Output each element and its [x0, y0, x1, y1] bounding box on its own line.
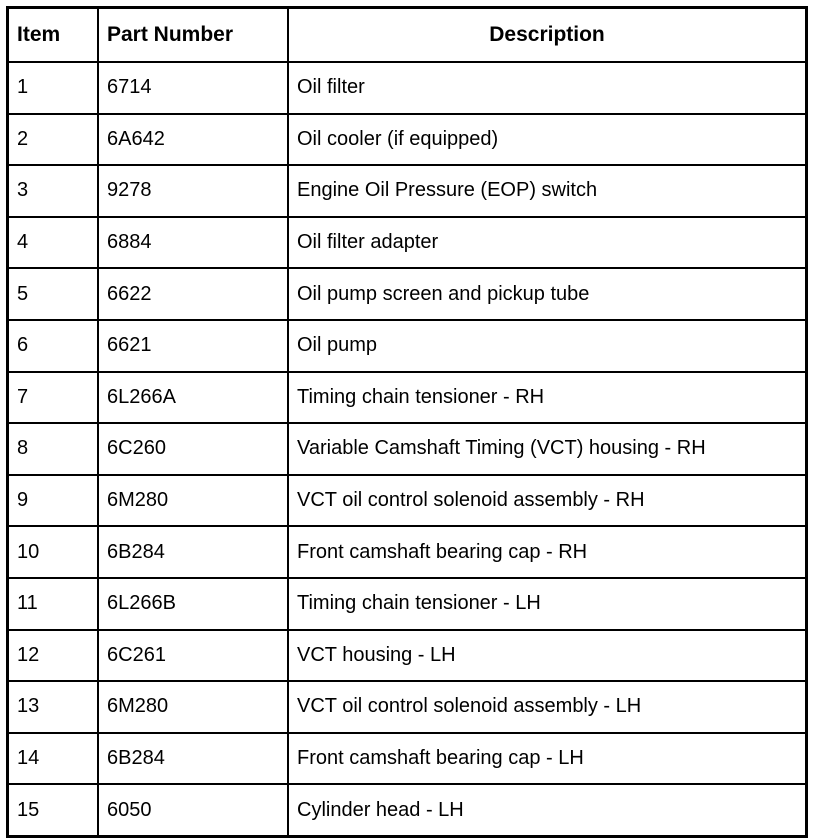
cell-item: 8: [8, 423, 99, 475]
cell-description: Engine Oil Pressure (EOP) switch: [288, 165, 807, 217]
cell-description: Front camshaft bearing cap - LH: [288, 733, 807, 785]
cell-item: 15: [8, 784, 99, 836]
cell-item: 7: [8, 372, 99, 424]
cell-part-number: 6A642: [98, 114, 288, 166]
parts-table: [6, 6, 808, 838]
cell-part-number: 6M280: [98, 681, 288, 733]
table-row: [8, 526, 807, 578]
cell-item: 2: [8, 114, 99, 166]
cell-part-number: 6621: [98, 320, 288, 372]
cell-description: VCT oil control solenoid assembly - RH: [288, 475, 807, 527]
cell-description: Oil pump: [288, 320, 807, 372]
cell-part-number: 6050: [98, 784, 288, 836]
cell-description: Variable Camshaft Timing (VCT) housing - RH: [288, 423, 807, 475]
cell-part-number: 6M280: [98, 475, 288, 527]
cell-item: 11: [8, 578, 99, 630]
table-row: [8, 423, 807, 475]
cell-item: 9: [8, 475, 99, 527]
column-header-item: Item: [8, 8, 99, 63]
cell-part-number: 6714: [98, 62, 288, 114]
cell-description: Oil cooler (if equipped): [288, 114, 807, 166]
cell-item: 1: [8, 62, 99, 114]
cell-part-number: 9278: [98, 165, 288, 217]
table-row: [8, 62, 807, 114]
table-row: [8, 114, 807, 166]
table-header: [8, 8, 807, 63]
table-row: [8, 165, 807, 217]
cell-item: 3: [8, 165, 99, 217]
cell-description: Timing chain tensioner - LH: [288, 578, 807, 630]
table-body: [8, 62, 807, 836]
cell-description: Oil filter: [288, 62, 807, 114]
column-header-description: Description: [288, 8, 807, 63]
cell-part-number: 6C260: [98, 423, 288, 475]
table-row: [8, 320, 807, 372]
table-row: [8, 578, 807, 630]
cell-part-number: 6884: [98, 217, 288, 269]
table-row: [8, 475, 807, 527]
table-row: [8, 681, 807, 733]
cell-item: 12: [8, 630, 99, 682]
table-row: [8, 268, 807, 320]
cell-item: 10: [8, 526, 99, 578]
cell-item: 4: [8, 217, 99, 269]
cell-part-number: 6L266A: [98, 372, 288, 424]
cell-part-number: 6C261: [98, 630, 288, 682]
cell-item: 13: [8, 681, 99, 733]
table-row: [8, 630, 807, 682]
table-header-row: [8, 8, 807, 63]
cell-part-number: 6L266B: [98, 578, 288, 630]
cell-description: VCT oil control solenoid assembly - LH: [288, 681, 807, 733]
cell-description: Front camshaft bearing cap - RH: [288, 526, 807, 578]
cell-description: Cylinder head - LH: [288, 784, 807, 836]
cell-part-number: 6B284: [98, 733, 288, 785]
cell-item: 14: [8, 733, 99, 785]
cell-description: Oil pump screen and pickup tube: [288, 268, 807, 320]
cell-item: 5: [8, 268, 99, 320]
cell-item: 6: [8, 320, 99, 372]
table-row: [8, 784, 807, 836]
cell-description: Timing chain tensioner - RH: [288, 372, 807, 424]
cell-description: Oil filter adapter: [288, 217, 807, 269]
cell-part-number: 6B284: [98, 526, 288, 578]
table-row: [8, 733, 807, 785]
table-row: [8, 372, 807, 424]
column-header-part-number: Part Number: [98, 8, 288, 63]
cell-part-number: 6622: [98, 268, 288, 320]
table-row: [8, 217, 807, 269]
cell-description: VCT housing - LH: [288, 630, 807, 682]
